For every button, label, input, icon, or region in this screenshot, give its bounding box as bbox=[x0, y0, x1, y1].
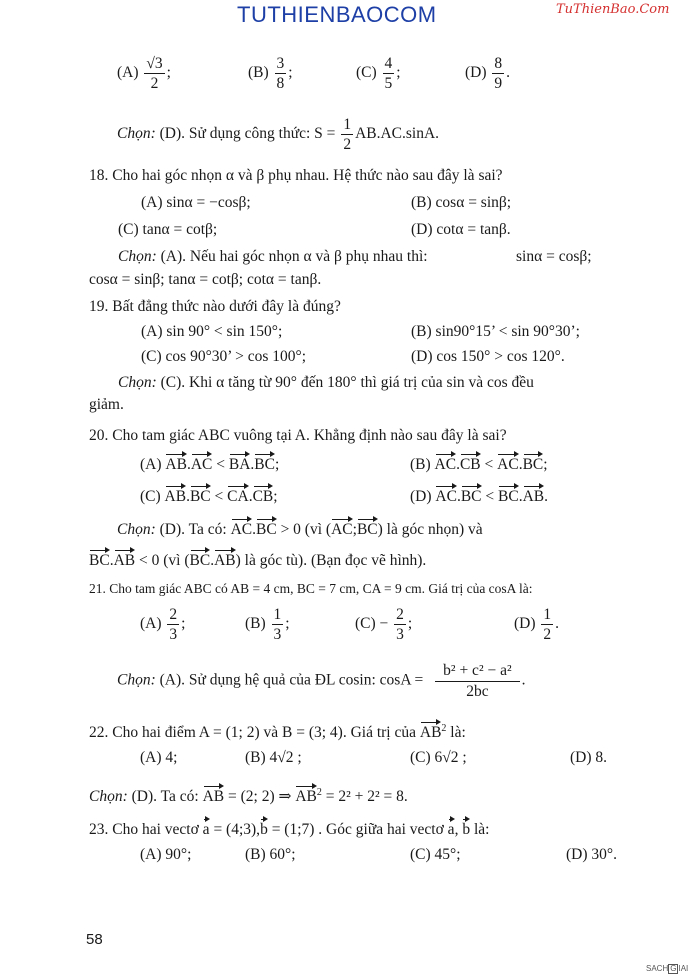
q20-answer: Chọn: (D). Ta có: AC.BC > 0 (vì (AC;BC) là góc nhọn) và bbox=[117, 518, 483, 538]
q19-option-c: (C) cos 90°30’ > cos 100°; bbox=[141, 348, 307, 365]
vector: CB bbox=[460, 453, 481, 473]
q17-option-a: (A) $\frac{√3}{2}$ ; bbox=[117, 55, 171, 93]
q23-option-b: (B) 60°; bbox=[245, 846, 296, 863]
q21-option-d: (D) $\frac{1}{2}$ . bbox=[514, 606, 560, 644]
vector: AC bbox=[191, 453, 213, 473]
q21-option-a: (A) $\frac{2}{3}$ ; bbox=[140, 606, 186, 644]
q20-option-b: (B) AC.CB < AC.BC; bbox=[410, 453, 548, 473]
page-number: 58 bbox=[86, 931, 103, 948]
vector: AC bbox=[231, 518, 253, 538]
q23-option-c: (C) 45°; bbox=[410, 846, 461, 863]
vector: CB bbox=[253, 485, 274, 505]
fraction: $\frac{1}{2}$ bbox=[343, 116, 352, 154]
q17-option-b: (B) $\frac{3}{8}$ ; bbox=[248, 55, 293, 93]
q17-option-d: (D) $\frac{8}{9}$ . bbox=[465, 55, 511, 93]
q20-question: 20. Cho tam giác ABC vuông tại A. Khẳng định nào sau đây là sai? bbox=[89, 427, 507, 444]
vector: AB bbox=[165, 453, 187, 473]
vector: b bbox=[260, 818, 268, 838]
q18-option-b: (B) cosα = sinβ; bbox=[411, 194, 512, 211]
fraction: $\frac{√3}{2}$ bbox=[146, 55, 163, 93]
vector: AC bbox=[435, 485, 457, 505]
vector: a bbox=[448, 818, 455, 838]
q19-answer: Chọn: (C). Khi α tăng từ 90° đến 180° thì giá trị của sin và cos đều bbox=[118, 374, 534, 391]
q23-option-a: (A) 90°; bbox=[140, 846, 192, 863]
q20-option-a: (A) AB.AC < BA.BC; bbox=[140, 453, 279, 473]
fraction: $\frac{1}{3}$ bbox=[273, 606, 282, 644]
q21-option-b: (B) $\frac{1}{3}$ ; bbox=[245, 606, 290, 644]
vector: BC bbox=[89, 549, 110, 569]
vector: BA bbox=[229, 453, 251, 473]
q22-question: 22. Cho hai điểm A = (1; 2) và B = (3; 4). Giá trị của $AB^2$ là: bbox=[89, 722, 466, 741]
vector: CA bbox=[227, 485, 249, 505]
vector: AB bbox=[203, 785, 225, 805]
q22-option-c: (C) 6√2 ; bbox=[410, 749, 467, 766]
fraction: $\frac{\text{b² + c² − a²}}{2bc}$ bbox=[435, 662, 519, 700]
vector: AB bbox=[165, 485, 187, 505]
fraction: $\frac{3}{8}$ bbox=[276, 55, 285, 93]
q22-option-b: (B) 4√2 ; bbox=[245, 749, 302, 766]
q18-option-c: (C) tanα = cotβ; bbox=[118, 221, 218, 238]
fraction: $\frac{1}{2}$ bbox=[543, 606, 552, 644]
q19-option-d: (D) cos 150° > cos 120°. bbox=[411, 348, 565, 365]
q19-answer-line2: giảm. bbox=[89, 396, 124, 413]
q18-option-a: (A) sinα = −cosβ; bbox=[141, 194, 251, 211]
q22-option-d: (D) 8. bbox=[570, 749, 608, 766]
q17-answer: Chọn: (D). Sử dụng công thức: S = $\frac{1}{2}$ AB.AC.sinA. bbox=[117, 116, 440, 154]
vector: AB bbox=[295, 785, 317, 805]
brand-logo: TuThienBao.Com bbox=[556, 2, 670, 17]
q21-option-c: (C) − $\frac{2}{3}$ ; bbox=[355, 606, 413, 644]
fraction: $\frac{2}{3}$ bbox=[169, 606, 178, 644]
q22-option-a: (A) 4; bbox=[140, 749, 178, 766]
q22-answer: Chọn: (D). Ta có: AB = (2; 2) ⇒ $AB^2 = 2^2 + 2^2 = 8$. bbox=[89, 786, 408, 805]
vector: b bbox=[462, 818, 470, 838]
vector: AB bbox=[114, 549, 136, 569]
vector: BC bbox=[498, 485, 519, 505]
vector: a bbox=[203, 818, 210, 838]
site-title: TUTHIENBAOCOM bbox=[237, 2, 437, 27]
vector: BC bbox=[254, 453, 275, 473]
vector: AC bbox=[497, 453, 519, 473]
q19-option-b: (B) sin90°15’ < sin 90°30’; bbox=[411, 323, 580, 340]
vector: AB bbox=[420, 721, 442, 741]
q18-answer-right: sinα = cosβ; bbox=[516, 248, 592, 265]
q20-option-d: (D) AC.BC < BC.AB. bbox=[410, 485, 548, 505]
q20-option-c: (C) AB.BC < CA.CB; bbox=[140, 485, 278, 505]
q19-option-a: (A) sin 90° < sin 150°; bbox=[141, 323, 283, 340]
q18-answer-line2: cosα = sinβ; tanα = cotβ; cotα = tanβ. bbox=[89, 271, 322, 288]
q18-option-d: (D) cotα = tanβ. bbox=[411, 221, 511, 238]
publisher-logo: SACH G IAI bbox=[646, 964, 689, 973]
vector: AC bbox=[435, 453, 457, 473]
q23-question: 23. Cho hai vectơ a = (4;3),b = (1;7) . Góc giữa hai vectơ a, b là: bbox=[89, 818, 489, 838]
vector: BC bbox=[461, 485, 482, 505]
vector: BC bbox=[357, 518, 378, 538]
q23-option-d: (D) 30°. bbox=[566, 846, 617, 863]
vector: AB bbox=[523, 485, 545, 505]
q19-question: 19. Bất đẳng thức nào dưới đây là đúng? bbox=[89, 298, 341, 315]
fraction: $\frac{8}{9}$ bbox=[494, 55, 503, 93]
vector: BC bbox=[190, 549, 211, 569]
vector: AC bbox=[331, 518, 353, 538]
vector: AB bbox=[214, 549, 236, 569]
vector: BC bbox=[523, 453, 544, 473]
fraction: $\frac{2}{3}$ bbox=[396, 606, 404, 644]
q18-answer: Chọn: (A). Nếu hai góc nhọn α và β phụ nhau thì: bbox=[118, 248, 428, 265]
fraction: $\frac{4}{5}$ bbox=[384, 55, 393, 93]
vector: BC bbox=[190, 485, 211, 505]
vector: BC bbox=[256, 518, 277, 538]
q18-question: 18. Cho hai góc nhọn α và β phụ nhau. Hệ thức nào sau đây là sai? bbox=[89, 167, 503, 184]
q21-question: 21. Cho tam giác ABC có AB = 4 cm, BC = 7 cm, CA = 9 cm. Giá trị của cosA là: bbox=[89, 581, 533, 596]
q21-answer: Chọn: (A). Sử dụng hệ quả của ĐL cosin: cosA = $\frac{\text{b² + c² − a²}}{2bc}$ . bbox=[117, 662, 526, 701]
q20-answer-line2: BC.AB < 0 (vì (BC.AB) là góc tù). (Bạn đọc vẽ hình). bbox=[89, 549, 426, 569]
q17-option-c: (C) $\frac{4}{5}$ ; bbox=[356, 55, 401, 93]
